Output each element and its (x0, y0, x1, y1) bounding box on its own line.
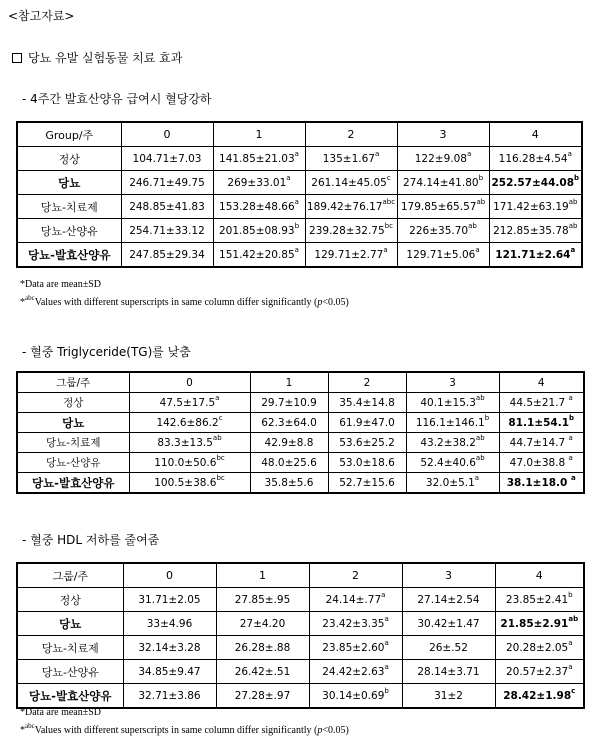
value-text: 31.71±2.05 (138, 593, 201, 606)
superscript: a (568, 434, 573, 442)
group-name: 당뇨-산양유 (17, 453, 129, 473)
value-cell (129, 453, 250, 473)
value-text: 35.8±5.6 (264, 476, 314, 489)
header-row (17, 372, 584, 393)
value-cell (305, 219, 397, 243)
page-heading: <참고자료> (8, 9, 75, 23)
section-title-text: 당뇨 유발 실험동물 치료 효과 (28, 51, 183, 65)
value-text: 151.42±20.85 (219, 248, 295, 261)
value-text: 47.0±38.8 (509, 456, 569, 469)
value-cell (309, 684, 402, 709)
value-text: 121.71±2.64 (495, 248, 571, 261)
value-text: 28.42±1.98 (503, 689, 572, 702)
value-text: 116.1±146.1 (415, 416, 485, 429)
value-text: 141.85±21.03 (219, 152, 295, 165)
value-cell (495, 612, 584, 636)
value-cell (328, 433, 406, 453)
value-text: 23.85±2.60 (322, 641, 385, 654)
value-cell (129, 413, 250, 433)
value-text: 31±2 (434, 689, 463, 702)
superscript: bc (216, 454, 225, 462)
value-text: 274.14±41.80 (402, 176, 479, 189)
value-cell (499, 453, 584, 473)
value-text: 83.3±13.5 (157, 436, 213, 449)
superscript: a (215, 394, 220, 402)
superscript: ab (212, 434, 222, 442)
header-week: 0 (129, 372, 250, 393)
value-cell (406, 393, 499, 413)
superscript: a (286, 174, 291, 182)
group-name: 당뇨-산양유 (17, 660, 123, 684)
value-text: 30.42±1.47 (417, 617, 480, 630)
value-text: 62.3±64.0 (261, 416, 317, 429)
value-text: 27.28±.97 (234, 689, 291, 702)
value-cell (309, 588, 402, 612)
value-text: 44.7±14.7 (509, 436, 569, 449)
value-text: 81.1±54.1 (508, 416, 570, 429)
value-cell (495, 636, 584, 660)
header-week: 2 (309, 563, 402, 588)
superscript: a (568, 394, 573, 402)
value-text: 100.5±38.6 (154, 476, 217, 489)
value-cell (305, 171, 397, 195)
footnote-significance-1 (20, 293, 349, 308)
footnote-significance-2 (20, 721, 349, 736)
value-text: 42.9±8.8 (264, 436, 314, 449)
value-text: 226±35.70 (409, 224, 469, 237)
superscript: ab (476, 198, 486, 206)
superscript: a (466, 150, 472, 158)
value-cell (129, 433, 250, 453)
table-row (17, 147, 582, 171)
footnote-text: Values with different superscripts in same column differ significantly ( (34, 725, 318, 736)
superscript: ab (568, 615, 579, 623)
value-cell (402, 588, 495, 612)
value-cell (397, 171, 489, 195)
value-cell (250, 453, 328, 473)
value-text: 23.42±3.35 (322, 617, 385, 630)
superscript: b (478, 174, 484, 182)
value-cell (216, 660, 309, 684)
value-text: 27.85±.95 (234, 593, 291, 606)
value-cell (406, 433, 499, 453)
value-cell (123, 660, 216, 684)
value-cell (121, 195, 213, 219)
value-cell (250, 433, 328, 453)
value-text: 135±1.67 (322, 152, 375, 165)
value-cell (489, 147, 582, 171)
value-text: 38.1±18.0 (506, 476, 572, 489)
superscript: ab (475, 394, 485, 402)
value-cell (250, 473, 328, 494)
superscript: ab (468, 222, 477, 230)
value-cell (402, 660, 495, 684)
value-cell (216, 588, 309, 612)
value-text: 40.1±15.3 (420, 396, 476, 409)
superscript: a (567, 150, 572, 158)
value-text: 48.0±25.6 (261, 456, 317, 469)
value-text: 239.28±32.75 (309, 224, 385, 237)
group-name: 당뇨-치료제 (17, 195, 121, 219)
superscript: b (384, 687, 389, 695)
superscript: a (570, 246, 576, 254)
value-cell (213, 195, 305, 219)
superscript: bc (384, 222, 393, 230)
table-row (17, 453, 584, 473)
table-row (17, 171, 582, 195)
value-cell (129, 473, 250, 494)
group-name: 당뇨-발효산양유 (17, 243, 121, 268)
table-blood-glucose (16, 121, 583, 268)
value-cell (216, 612, 309, 636)
value-text: 27.14±2.54 (417, 593, 480, 606)
value-text: 129.71±5.06 (406, 248, 476, 261)
footnote-mean-sd-1: *Data are mean±SD (20, 279, 102, 290)
footnote-sup: abc (25, 293, 35, 302)
table-triglyceride (16, 371, 585, 494)
value-text: 53.0±18.6 (339, 456, 395, 469)
value-cell (406, 413, 499, 433)
footnote-text: Values with different superscripts in same column differ significantly ( (34, 297, 318, 308)
superscript: b (574, 174, 580, 182)
group-name: 정상 (17, 393, 129, 413)
value-text: 52.4±40.6 (420, 456, 476, 469)
value-text: 246.71±49.75 (129, 176, 205, 189)
value-cell (123, 612, 216, 636)
header-row (17, 563, 584, 588)
value-cell (489, 195, 582, 219)
value-text: 24.14±.77 (325, 593, 382, 606)
group-name: 당뇨-발효산양유 (17, 473, 129, 494)
header-group-week: Group/주 (17, 122, 121, 147)
value-text: 110.0±50.6 (154, 456, 217, 469)
value-cell (397, 219, 489, 243)
value-text: 142.6±86.2 (156, 416, 219, 429)
value-cell (489, 219, 582, 243)
superscript: a (571, 474, 576, 482)
value-text: 47.5±17.5 (159, 396, 216, 409)
value-cell (213, 219, 305, 243)
subtitle-triglyceride: - 혈중 Triglyceride(TG)를 낮춤 (22, 345, 191, 359)
value-text: 171.42±63.19 (493, 200, 569, 213)
value-text: 35.4±14.8 (339, 396, 395, 409)
value-cell (121, 243, 213, 268)
group-name: 당뇨 (17, 171, 121, 195)
superscript: a (294, 246, 299, 254)
superscript: a (294, 198, 299, 206)
value-cell (305, 243, 397, 268)
value-text: 43.2±38.2 (420, 436, 476, 449)
value-cell (123, 636, 216, 660)
section-title (12, 49, 182, 66)
table-row (17, 219, 582, 243)
group-name: 당뇨-치료제 (17, 433, 129, 453)
superscript: ab (568, 198, 578, 206)
footnote-star: * (20, 297, 25, 308)
superscript: abc (382, 198, 396, 206)
superscript: a (294, 150, 299, 158)
superscript: c (571, 687, 576, 695)
table-row (17, 195, 582, 219)
value-text: 20.28±2.05 (505, 641, 569, 654)
value-cell (489, 171, 582, 195)
header-week: 0 (123, 563, 216, 588)
value-text: 34.85±9.47 (138, 665, 201, 678)
group-name: 당뇨 (17, 612, 123, 636)
value-cell (406, 473, 499, 494)
value-cell (213, 243, 305, 268)
superscript: ab (568, 222, 578, 230)
value-text: 212.85±35.78 (493, 224, 569, 237)
value-cell (495, 660, 584, 684)
value-text: 247.85±29.34 (129, 248, 205, 261)
value-cell (402, 612, 495, 636)
header-week: 1 (216, 563, 309, 588)
value-text: 122±9.08 (414, 152, 467, 165)
value-cell (216, 636, 309, 660)
superscript: a (374, 150, 380, 158)
value-cell (250, 393, 328, 413)
group-name: 당뇨-발효산양유 (17, 684, 123, 709)
group-name: 정상 (17, 147, 121, 171)
value-cell (123, 588, 216, 612)
value-cell (499, 473, 584, 494)
superscript: ab (475, 454, 485, 462)
superscript: a (568, 639, 573, 647)
value-text: 104.71±7.03 (132, 152, 202, 165)
value-cell (328, 473, 406, 494)
footnote-p: p (317, 725, 323, 736)
footnote-end: <0.05) (322, 725, 349, 736)
value-cell (123, 684, 216, 709)
table-hdl (16, 562, 585, 709)
value-cell (406, 453, 499, 473)
footnote-mean-sd-2: *Data are mean±SD (20, 707, 102, 718)
value-cell (121, 147, 213, 171)
value-cell (402, 684, 495, 709)
value-text: 32.0±5.1 (425, 476, 475, 489)
value-text: 248.85±41.83 (129, 200, 205, 213)
superscript: a (384, 663, 389, 671)
value-text: 261.14±45.05 (311, 176, 387, 189)
value-text: 53.6±25.2 (339, 436, 395, 449)
header-week: 1 (250, 372, 328, 393)
value-cell (495, 588, 584, 612)
value-text: 21.85±2.91 (500, 617, 569, 630)
footnote-star: * (20, 725, 25, 736)
superscript: a (384, 639, 389, 647)
superscript: a (474, 474, 480, 482)
value-text: 254.71±33.12 (129, 224, 205, 237)
value-cell (305, 195, 397, 219)
value-cell (328, 453, 406, 473)
value-cell (309, 612, 402, 636)
group-name: 당뇨-산양유 (17, 219, 121, 243)
superscript: bc (216, 474, 225, 482)
value-text: 252.57±44.08 (491, 176, 574, 189)
value-cell (499, 413, 584, 433)
table-row (17, 636, 584, 660)
value-cell (328, 413, 406, 433)
footnote-p: p (317, 297, 323, 308)
superscript: a (383, 246, 388, 254)
superscript: c (386, 174, 391, 182)
superscript: b (484, 414, 490, 422)
value-cell (305, 147, 397, 171)
header-week: 1 (213, 122, 305, 147)
value-cell (397, 195, 489, 219)
header-row (17, 122, 582, 147)
value-cell (328, 393, 406, 413)
value-cell (495, 684, 584, 709)
footnote-sup: abc (25, 721, 35, 730)
value-text: 20.57±2.37 (505, 665, 569, 678)
value-text: 32.71±3.86 (138, 689, 201, 702)
superscript: ab (475, 434, 485, 442)
value-text: 32.14±3.28 (138, 641, 201, 654)
header-group-week: 그룹/주 (17, 563, 123, 588)
value-text: 179.85±65.57 (400, 200, 477, 213)
value-cell (213, 171, 305, 195)
header-week: 4 (499, 372, 584, 393)
table-row (17, 684, 584, 709)
footnote-end: <0.05) (322, 297, 349, 308)
value-cell (250, 413, 328, 433)
value-text: 28.14±3.71 (417, 665, 480, 678)
value-cell (397, 243, 489, 268)
value-text: 33±4.96 (146, 617, 193, 630)
value-cell (309, 660, 402, 684)
table-row (17, 612, 584, 636)
header-week: 2 (328, 372, 406, 393)
value-cell (402, 636, 495, 660)
group-name: 정상 (17, 588, 123, 612)
value-cell (129, 393, 250, 413)
table-row (17, 588, 584, 612)
value-text: 44.5±21.7 (509, 396, 569, 409)
header-week: 4 (489, 122, 582, 147)
checkbox-square-icon (12, 53, 22, 63)
value-text: 27±4.20 (239, 617, 286, 630)
table-row (17, 243, 582, 268)
value-text: 61.9±47.0 (339, 416, 395, 429)
table-row (17, 413, 584, 433)
table-row (17, 660, 584, 684)
superscript: b (294, 222, 300, 230)
value-text: 116.28±4.54 (498, 152, 568, 165)
value-cell (499, 433, 584, 453)
value-cell (121, 219, 213, 243)
value-text: 26±.52 (429, 641, 468, 654)
group-name: 당뇨-치료제 (17, 636, 123, 660)
value-text: 201.85±08.93 (218, 224, 295, 237)
value-text: 24.42±2.63 (322, 665, 385, 678)
header-week: 0 (121, 122, 213, 147)
header-week: 3 (406, 372, 499, 393)
value-text: 129.71±2.77 (314, 248, 384, 261)
value-text: 23.85±2.41 (505, 593, 569, 606)
table-row (17, 393, 584, 413)
value-cell (309, 636, 402, 660)
value-cell (216, 684, 309, 709)
superscript: a (568, 454, 573, 462)
value-text: 153.28±48.66 (219, 200, 295, 213)
value-text: 26.28±.88 (234, 641, 291, 654)
group-name: 당뇨 (17, 413, 129, 433)
superscript: a (381, 591, 386, 599)
value-cell (489, 243, 582, 268)
header-group-week: 그룹/주 (17, 372, 129, 393)
header-week: 3 (402, 563, 495, 588)
superscript: a (475, 246, 480, 254)
value-text: 30.14±0.69 (322, 689, 385, 702)
value-text: 52.7±15.6 (339, 476, 395, 489)
table-row (17, 433, 584, 453)
value-text: 29.7±10.9 (261, 396, 317, 409)
header-week: 4 (495, 563, 584, 588)
value-cell (121, 171, 213, 195)
value-text: 269±33.01 (227, 176, 287, 189)
value-cell (397, 147, 489, 171)
value-text: 26.42±.51 (234, 665, 291, 678)
header-week: 3 (397, 122, 489, 147)
table-row (17, 473, 584, 494)
subtitle-hdl: - 혈중 HDL 저하를 줄여줌 (22, 533, 160, 547)
superscript: b (568, 591, 573, 599)
value-text: 189.42±76.17 (306, 200, 383, 213)
value-cell (499, 393, 584, 413)
subtitle-blood-glucose: - 4주간 발효산양유 급여시 혈당강하 (22, 92, 212, 106)
superscript: a (384, 615, 389, 623)
superscript: b (569, 414, 575, 422)
superscript: c (218, 414, 223, 422)
value-cell (213, 147, 305, 171)
header-week: 2 (305, 122, 397, 147)
superscript: a (568, 663, 573, 671)
